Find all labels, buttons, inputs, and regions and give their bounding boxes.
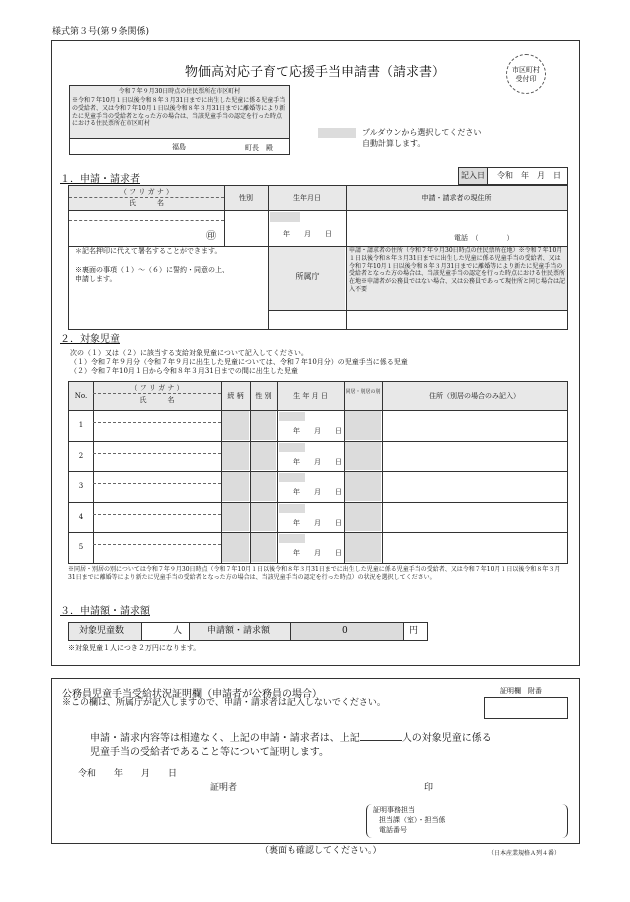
child-era-select[interactable] (279, 443, 305, 452)
child-birthdate-value[interactable]: 年 月 日 (293, 488, 342, 497)
consent-note: ※裏面の事項（１）〜（６）に誓約・同意の上、申請します。 (75, 266, 229, 283)
addressee-note1: 令和７年９月30日時点の住民票所在市区町村 (118, 88, 241, 95)
child-address-input[interactable] (383, 503, 566, 532)
child-gender-select[interactable] (251, 533, 276, 562)
section1-title: １．申請・請求者 (60, 174, 140, 185)
child-name-header: 氏 名 (139, 396, 175, 404)
child-name-input[interactable] (94, 454, 220, 470)
addressee-city[interactable]: 福島 (172, 143, 186, 151)
section2-item2: （２）令和７年10月１日から令和８年３月31日までの間に出生した児童 (70, 367, 298, 375)
cert-body-line1: 申請・請求内容等は相違なく、上記の申請・請求者は、上記 人の対象児童に係る (90, 733, 492, 744)
cert-body-line2: 児童手当の受給者であること等について証明します。 (90, 747, 329, 758)
gender-header: 性別 (239, 194, 253, 202)
child-name-input[interactable] (94, 484, 220, 500)
child-gender-header: 性 別 (255, 392, 272, 400)
addressee-suffix: 町長 殿 (245, 144, 273, 152)
child-address-input[interactable] (383, 411, 566, 440)
cert-office-box (366, 804, 568, 838)
relation-header: 続 柄 (227, 392, 244, 400)
child-address-input[interactable] (383, 442, 566, 471)
certifier-label: 証明者 (210, 783, 238, 793)
birthdate-header: 生年月日 (293, 194, 321, 202)
child-gender-select[interactable] (251, 411, 276, 440)
child-row-number: 2 (78, 451, 84, 460)
child-era-select[interactable] (279, 473, 305, 482)
child-count-unit[interactable]: 人 (173, 626, 183, 636)
form-number: 様式第３号(第９条関係) (52, 27, 150, 37)
child-name-input[interactable] (94, 515, 220, 531)
child-row-number: 1 (78, 421, 84, 429)
separate-select[interactable] (345, 442, 381, 471)
child-birthdate-value[interactable]: 年 月 日 (293, 427, 342, 435)
cert-seal-label: 印 (424, 783, 434, 793)
address-note: 申請・請求者の住所（令和７年９月30日時点の住民票所在地）※令和７年10月１日以後令和８年３月31日までに出生した児童に係る児童手当の受給者、又は令和７年10月１日以後令和８年３月31日までに離婚等により新たに児童手当の受給者となった方の場合は、当該児童手当の認定を行った時点における住民票所在地※申請者が公務員ではない場合、又は公務員であって現住所と同じ場合は記入不要 (349, 247, 566, 293)
entry-date-box (458, 167, 568, 185)
section3-note: ※対象児童１人につき２万円になります。 (68, 644, 201, 652)
child-name-input[interactable] (94, 423, 220, 439)
amount-value: 0 (342, 626, 348, 636)
child-count-label: 対象児童数 (79, 626, 125, 636)
section2-title: ２．対象児童 (60, 334, 120, 345)
applicant-phone[interactable]: 電話 （ ） (454, 234, 514, 242)
child-address-input[interactable] (383, 533, 566, 562)
no-header: No. (74, 392, 88, 400)
separate-header: 同居・別居の別 (345, 389, 381, 395)
form-title: 物価高対応子育て応援手当申請書（請求書） (184, 65, 445, 80)
cert-office1: 証明事務担当 (373, 806, 415, 814)
cert-office2: 担当課（室）・担当係 (379, 816, 446, 824)
pulldown-legend-swatch (318, 128, 356, 138)
child-row-number: 3 (78, 482, 84, 491)
child-birthdate-header: 生 年 月 日 (293, 392, 328, 400)
relation-select[interactable] (222, 533, 249, 562)
section3-title: ３．申請額・請求額 (60, 606, 150, 617)
cert-sub: ※この欄は、所属庁が記入しますので、申請・請求者は記入しないでください。 (62, 698, 386, 708)
child-gender-select[interactable] (251, 503, 276, 532)
relation-select[interactable] (222, 442, 249, 471)
applicant-birthdate-value[interactable]: 年 月 日 (283, 230, 332, 238)
child-era-select[interactable] (279, 504, 305, 513)
child-address-input[interactable] (383, 472, 566, 501)
pulldown-legend-text: プルダウンから選択してください (362, 128, 482, 137)
cert-number-box[interactable] (484, 697, 568, 719)
child-row-number: 5 (78, 543, 84, 552)
sign-note: ＊記名押印に代えて署名することができます。 (75, 247, 222, 255)
child-furigana-header: （ フ リ ガ ナ ） (130, 384, 184, 392)
child-gender-select[interactable] (251, 442, 276, 471)
child-row-number: 4 (78, 512, 84, 521)
child-birthdate-value[interactable]: 年 月 日 (293, 549, 342, 558)
addressee-note2: ※令和７年10月１日以後令和８年３月31日までに出生した児童に係る児童手当の受給者、又は令和７年10月１日以後令和８年３月31日までに離婚等により新たに児童手当の受給者となった方の場合は、当該児童手当の認定を行った時点における住民票所在市区町村 (72, 97, 286, 128)
furigana-header: （ フ リ ガ ナ ） (119, 188, 174, 196)
entry-date-label: 記入日 (459, 168, 487, 184)
footer-note: （裏面も確認してください。） (260, 846, 382, 856)
seal-mark: ㊞ (206, 231, 216, 242)
child-gender-select[interactable] (251, 472, 276, 501)
cert-number-label: 証明欄 附番 (500, 687, 542, 695)
relation-select[interactable] (222, 411, 249, 440)
separate-select[interactable] (345, 503, 381, 532)
applicant-table (68, 185, 568, 330)
relation-select[interactable] (222, 503, 249, 532)
addressee-box (69, 85, 290, 155)
applicant-era-select[interactable] (270, 212, 300, 222)
child-era-select[interactable] (279, 534, 305, 543)
cert-title: 公務員児童手当受給状況証明欄（申請者が公務員の場合） (62, 689, 322, 700)
child-birthdate-value[interactable]: 年 月 日 (293, 457, 342, 466)
child-name-input[interactable] (94, 545, 220, 561)
section2-item1: （１）令和７年９月分（令和７年９月に出生した児童については、令和７年10月分）の児童手当に係る児童 (70, 358, 408, 366)
amount-unit: 円 (409, 626, 419, 636)
amount-label: 申請額・請求額 (207, 626, 271, 636)
section2-note: ※同居・別居の別については令和７年９月30日時点（令和７年10月１日以後令和８年３月31日までに出生した児童に係る児童手当の受給者、又は令和７年10月１日以後令和８年３月31日までに離婚等により新たに児童手当の受給者となった方の場合は、当該児童手当の認定を行った時点）の状況を選択してください。 (68, 566, 561, 582)
relation-select[interactable] (222, 472, 249, 501)
child-address-header: 住所（別居の場合のみ記入） (429, 392, 520, 400)
amount-table (68, 622, 428, 641)
cert-date[interactable]: 令和 年 月 日 (78, 769, 178, 779)
name-header: 氏 名 (129, 199, 164, 207)
separate-select[interactable] (345, 533, 381, 562)
affiliation-label: 所属庁 (295, 272, 320, 281)
children-table (68, 381, 568, 564)
separate-select[interactable] (345, 411, 381, 440)
entry-date-value[interactable]: 令和 年 月 日 (497, 171, 561, 180)
reception-stamp: 市区町村 受付印 (506, 54, 546, 94)
footer-standard: （日本産業規格Ａ列４番） (488, 850, 561, 857)
child-birthdate-value[interactable]: 年 月 日 (293, 518, 342, 527)
address-header: 申請・請求者の現住所 (421, 194, 492, 202)
section2-intro: 次の（１）又は（２）に該当する支給対象児童について記入してください。 (70, 349, 308, 357)
separate-select[interactable] (345, 472, 381, 501)
child-era-select[interactable] (279, 412, 305, 421)
cert-office3: 電話番号 (379, 826, 407, 834)
auto-calc-legend-text: 自動計算します。 (362, 139, 426, 148)
